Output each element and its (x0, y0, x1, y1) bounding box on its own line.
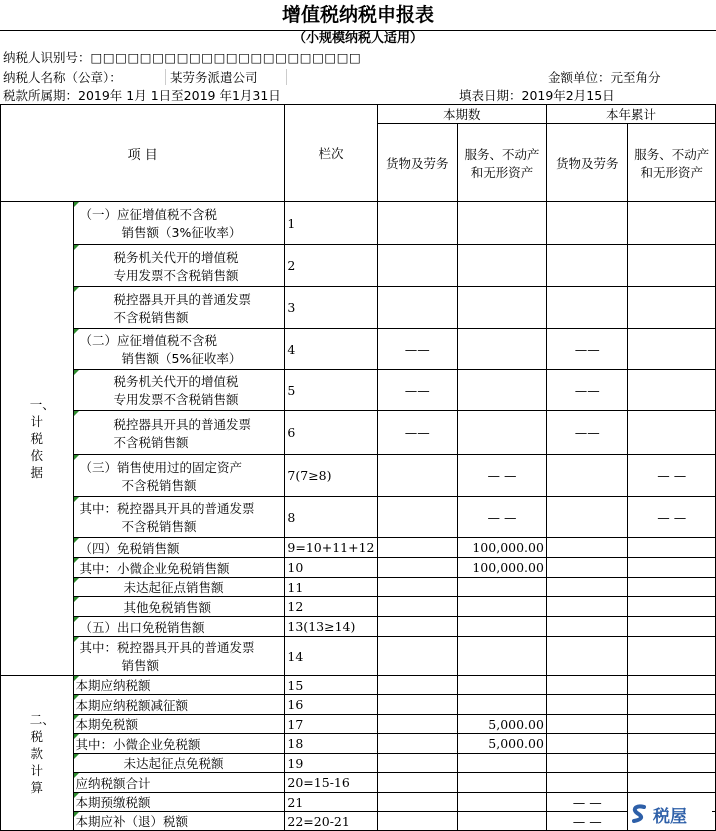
row-9-goods-ytd[interactable] (546, 538, 628, 558)
row-18-services-current[interactable]: 5,000.00 (458, 734, 547, 754)
fill-date: 填表日期：2019年2月15日 (459, 88, 615, 103)
row-8-goods-ytd[interactable] (546, 497, 628, 538)
row-13-item: （五）出口免税销售额 (73, 617, 285, 637)
row-2-item: 税务机关代开的增值税 专用发票不含税销售额 (73, 245, 285, 287)
row-10-services-current[interactable]: 100,000.00 (458, 558, 547, 578)
row-21-goods-ytd: — — (546, 793, 628, 812)
row-21-services-current[interactable] (458, 793, 547, 812)
row-14-lan: 14 (285, 637, 377, 676)
row-8-lan: 8 (285, 497, 377, 538)
row-7-goods-ytd[interactable] (546, 455, 628, 497)
row-8-goods-current[interactable] (377, 497, 458, 538)
row-7-goods-current[interactable] (377, 455, 458, 497)
row-8-services-current: — — (458, 497, 547, 538)
row-5-item: 税务机关代开的增值税 专用发票不含税销售额 (73, 370, 285, 411)
row-17-goods-ytd[interactable] (546, 715, 628, 734)
row-16-lan: 16 (285, 695, 377, 715)
row-3-goods-ytd[interactable] (546, 287, 628, 329)
row-7-lan: 7(7≥8) (285, 455, 377, 497)
row-17-services-ytd[interactable] (628, 715, 716, 734)
taxpayer-id-row (3, 49, 361, 66)
row-19-services-ytd[interactable] (628, 754, 716, 773)
row-13-goods-ytd[interactable] (546, 617, 628, 637)
row-11-goods-current[interactable] (377, 578, 458, 597)
row-17-item: 本期免税额 (73, 715, 285, 734)
row-21-lan: 21 (285, 793, 377, 812)
row-9-services-current[interactable]: 100,000.00 (458, 538, 547, 558)
row-2-services-ytd[interactable] (628, 245, 716, 287)
section-tax-basis (1, 202, 74, 676)
row-22-goods-current[interactable] (377, 812, 458, 831)
row-6-item: 税控器具开具的普通发票 不含税销售额 (73, 411, 285, 455)
row-21-goods-current[interactable] (377, 793, 458, 812)
row-10-goods-current[interactable] (377, 558, 458, 578)
row-14-goods-current[interactable] (377, 637, 458, 676)
row-16-services-current[interactable] (458, 695, 547, 715)
row-13-services-current[interactable] (458, 617, 547, 637)
row-19-services-current[interactable] (458, 754, 547, 773)
row-9-item: （四）免税销售额 (73, 538, 285, 558)
row-3-goods-current[interactable] (377, 287, 458, 329)
row-1-goods-ytd[interactable] (546, 202, 628, 245)
row-12-services-ytd[interactable] (628, 597, 716, 617)
row-11-lan: 11 (285, 578, 377, 597)
row-6-lan: 6 (285, 411, 377, 455)
row-9-lan: 9=10+11+12 (285, 538, 377, 558)
row-4-goods-ytd: —— (546, 329, 628, 370)
header-services-current: 服务、不动产和无形资产 (458, 124, 547, 202)
row-3-lan: 3 (285, 287, 377, 329)
row-2-goods-current[interactable] (377, 245, 458, 287)
row-20-item: 应纳税额合计 (73, 773, 285, 793)
row-18-item: 其中：小微企业免税额 (73, 734, 285, 754)
row-7-services-ytd: — — (628, 455, 716, 497)
row-4-item: （二）应征增值税不含税 销售额（5%征收率） (73, 329, 285, 370)
row-6-services-ytd[interactable] (628, 411, 716, 455)
header-goods-ytd: 货物及劳务 (546, 124, 628, 202)
row-10-goods-ytd[interactable] (546, 558, 628, 578)
row-2-lan: 2 (285, 245, 377, 287)
row-22-services-current[interactable] (458, 812, 547, 831)
row-22-goods-ytd: — — (546, 812, 628, 831)
row-4-services-ytd[interactable] (628, 329, 716, 370)
row-20-services-ytd[interactable] (628, 773, 716, 793)
row-7-item: （三）销售使用过的固定资产 不含税销售额 (73, 455, 285, 497)
taxpayer-name-label: 纳税人名称（公章）： (3, 70, 122, 85)
row-1-services-ytd[interactable] (628, 202, 716, 245)
row-5-lan: 5 (285, 370, 377, 411)
row-14-goods-ytd[interactable] (546, 637, 628, 676)
row-16-item: 本期应纳税额减征额 (73, 695, 285, 715)
taxpayer-id-label: 纳税人识别号： (3, 50, 91, 65)
row-4-goods-current: —— (377, 329, 458, 370)
row-22-lan: 22=20-21 (285, 812, 377, 831)
row-15-services-current[interactable] (458, 676, 547, 695)
section-tax-calculation (1, 676, 74, 831)
row-19-lan: 19 (285, 754, 377, 773)
row-17-services-current[interactable]: 5,000.00 (458, 715, 547, 734)
row-10-services-ytd[interactable] (628, 558, 716, 578)
row-1-item: （一）应征增值税不含税 销售额（3%征收率） (73, 202, 285, 245)
row-7-services-current: — — (458, 455, 547, 497)
row-12-goods-current[interactable] (377, 597, 458, 617)
row-16-goods-ytd[interactable] (546, 695, 628, 715)
row-2-services-current[interactable] (458, 245, 547, 287)
tax-return-table (0, 104, 716, 831)
row-6-goods-ytd: —— (546, 411, 628, 455)
row-14-item: 其中：税控器具开具的普通发票 销售额 (73, 637, 285, 676)
section-tax-basis-label: 一、计税依据 (29, 397, 55, 480)
header-year-to-date: 本年累计 (546, 105, 715, 124)
row-22-item: 本期应补（退）税额 (73, 812, 285, 831)
row-8-item: 其中：税控器具开具的普通发票 不含税销售额 (73, 497, 285, 538)
row-15-lan: 15 (285, 676, 377, 695)
amount-unit: 金额单位：元至角分 (548, 70, 661, 85)
row-6-services-current[interactable] (458, 411, 547, 455)
row-19-goods-current[interactable] (377, 754, 458, 773)
row-20-goods-current[interactable] (377, 773, 458, 793)
row-5-goods-ytd: —— (546, 370, 628, 411)
row-15-services-ytd[interactable] (628, 676, 716, 695)
row-3-item: 税控器具开具的普通发票 不含税销售额 (73, 287, 285, 329)
row-19-item: 未达起征点免税额 (73, 754, 285, 773)
row-10-item: 其中：小微企业免税销售额 (73, 558, 285, 578)
row-8-services-ytd: — — (628, 497, 716, 538)
row-11-item: 未达起征点销售额 (73, 578, 285, 597)
row-2-goods-ytd[interactable] (546, 245, 628, 287)
row-18-goods-ytd[interactable] (546, 734, 628, 754)
row-13-goods-current[interactable] (377, 617, 458, 637)
row-20-services-current[interactable] (458, 773, 547, 793)
row-12-services-current[interactable] (458, 597, 547, 617)
row-21-item: 本期预缴税额 (73, 793, 285, 812)
row-18-services-ytd[interactable] (628, 734, 716, 754)
row-11-services-current[interactable] (458, 578, 547, 597)
section-tax-calculation-label: 二、税款计算 (29, 711, 55, 795)
row-3-services-current[interactable] (458, 287, 547, 329)
shuiwu-logo-icon (628, 803, 650, 825)
row-13-lan: 13(13≥14) (285, 617, 377, 637)
row-12-item: 其他免税销售额 (73, 597, 285, 617)
header-services-ytd: 服务、不动产和无形资产 (628, 124, 716, 202)
row-15-goods-ytd[interactable] (546, 676, 628, 695)
row-6-goods-current: —— (377, 411, 458, 455)
row-14-services-ytd[interactable] (628, 637, 716, 676)
header-current-period: 本期数 (377, 105, 546, 124)
header-item: 项 目 (1, 105, 285, 202)
row-5-goods-current: —— (377, 370, 458, 411)
row-3-services-ytd[interactable] (628, 287, 716, 329)
row-1-goods-current[interactable] (377, 202, 458, 245)
row-12-lan: 12 (285, 597, 377, 617)
shuiwu-watermark (628, 801, 712, 827)
row-11-goods-ytd[interactable] (546, 578, 628, 597)
row-18-goods-current[interactable] (377, 734, 458, 754)
row-16-services-ytd[interactable] (628, 695, 716, 715)
row-4-services-current[interactable] (458, 329, 547, 370)
row-5-services-ytd[interactable] (628, 370, 716, 411)
taxpayer-id-boxes[interactable]: □□□□□□□□□□□□□□□□□□□□□□ (90, 50, 362, 65)
taxpayer-name-value: 某劳务派遣公司 (170, 70, 258, 85)
form-subtitle: （小规模纳税人适用） (292, 31, 423, 46)
row-1-services-current[interactable] (458, 202, 547, 245)
form-title: 增值税纳税申报表 (0, 0, 716, 31)
row-17-lan: 17 (285, 715, 377, 734)
row-14-services-current[interactable] (458, 637, 547, 676)
row-13-services-ytd[interactable] (628, 617, 716, 637)
row-4-lan: 4 (285, 329, 377, 370)
row-18-lan: 18 (285, 734, 377, 754)
shuiwu-logo-text: 税屋 (653, 806, 687, 827)
row-15-goods-current[interactable] (377, 676, 458, 695)
row-1-lan: 1 (285, 202, 377, 245)
row-20-lan: 20=15-16 (285, 773, 377, 793)
row-9-goods-current[interactable] (377, 538, 458, 558)
row-15-item: 本期应纳税额 (73, 676, 285, 695)
row-16-goods-current[interactable] (377, 695, 458, 715)
header-goods-current: 货物及劳务 (377, 124, 458, 202)
row-20-goods-ytd[interactable] (546, 773, 628, 793)
row-17-goods-current[interactable] (377, 715, 458, 734)
row-19-goods-ytd[interactable] (546, 754, 628, 773)
header-lan: 栏次 (285, 105, 377, 202)
row-12-goods-ytd[interactable] (546, 597, 628, 617)
row-9-services-ytd[interactable] (628, 538, 716, 558)
row-5-services-current[interactable] (458, 370, 547, 411)
row-10-lan: 10 (285, 558, 377, 578)
row-11-services-ytd[interactable] (628, 578, 716, 597)
tax-period: 税款所属期：2019年 1月 1日至2019 年1月31日 (3, 88, 281, 103)
